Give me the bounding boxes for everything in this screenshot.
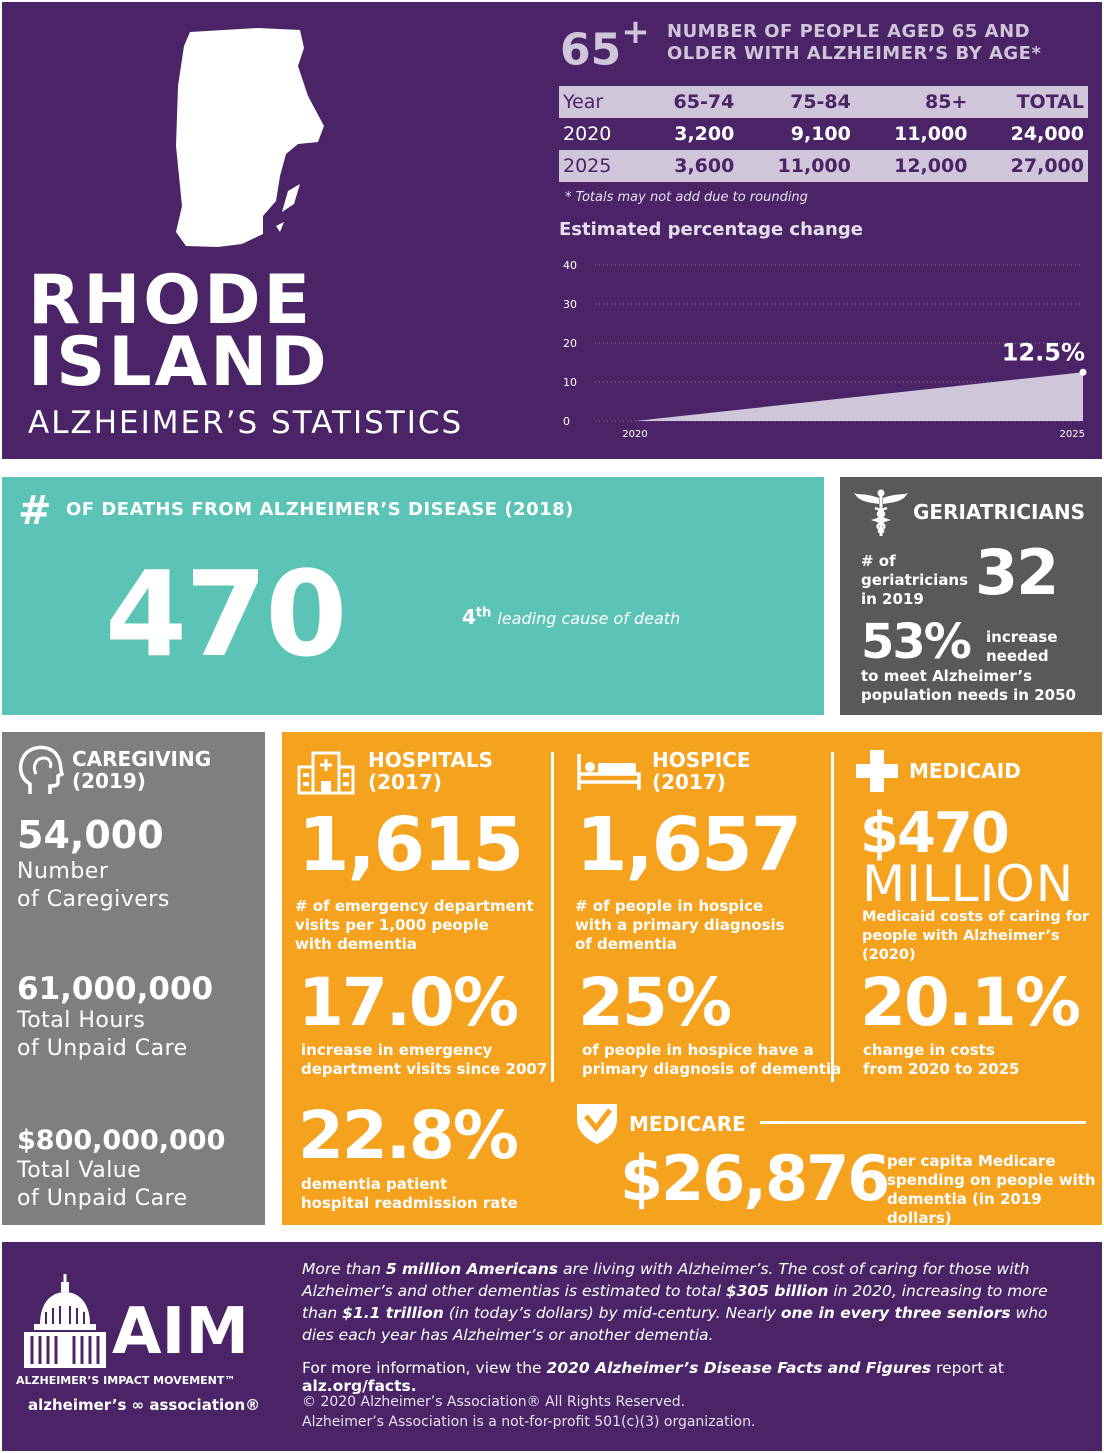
hospitals-visits-label <box>295 897 534 954</box>
hospice-title-line2: (2017) <box>652 770 726 794</box>
medicaid-change-label <box>863 1041 1020 1079</box>
hospice-dementia-label <box>582 1041 841 1079</box>
care-label-line: of Unpaid Care <box>17 1036 188 1061</box>
text: For more information, view the <box>302 1359 547 1377</box>
medicare-title: MEDICARE <box>629 1112 746 1136</box>
checkmark-shield-icon <box>574 1100 620 1146</box>
unpaid-hours-value: 61,000,000 <box>17 971 214 1007</box>
hospitals-title-line1: HOSPITALS <box>368 748 493 772</box>
table-row <box>559 118 1088 150</box>
footer-paragraph <box>302 1258 1082 1346</box>
label-line: dementia (in 2019 dollars) <box>887 1190 1042 1227</box>
label-line: # of emergency department <box>295 897 534 915</box>
medicare-label <box>887 1152 1104 1228</box>
chart-title: Estimated percentage change <box>559 219 863 240</box>
caduceus-icon <box>852 488 910 538</box>
label-line: per capita Medicare <box>887 1152 1056 1170</box>
caregivers-label <box>17 858 170 914</box>
table-header-row <box>559 86 1088 118</box>
geriatricians-title: GERIATRICIANS <box>913 500 1086 524</box>
aim-tagline: ALZHEIMER’S IMPACT MOVEMENT™ <box>16 1374 236 1387</box>
age-badge-plus: + <box>621 12 650 52</box>
label-line: primary diagnosis of dementia <box>582 1060 842 1078</box>
ger-note-line: population needs in 2050 <box>861 686 1076 704</box>
geriatricians-value: 32 <box>975 536 1058 609</box>
care-label-line: of Caregivers <box>17 887 170 912</box>
emphasis: one in every three seniors <box>780 1304 1011 1322</box>
hospice-title <box>652 749 751 793</box>
medicaid-title: MEDICAID <box>909 759 1021 783</box>
copyright-line: Alzheimer’s Association is a not-for-profit 501(c)(3) organization. <box>302 1414 756 1430</box>
medicaid-unit: MILLION <box>862 855 1075 913</box>
ger-label-line: # of <box>861 552 896 570</box>
y-tick-label: 40 <box>563 259 577 272</box>
table-cell: 9,100 <box>790 123 851 145</box>
table-header-cell: Year <box>559 86 640 118</box>
state-map-icon <box>168 26 338 248</box>
label-line: from 2020 to 2025 <box>863 1060 1020 1078</box>
label-line: hospital readmission rate <box>301 1194 518 1212</box>
page-subtitle: ALZHEIMER’S STATISTICS <box>28 405 464 441</box>
copyright <box>302 1392 755 1432</box>
medicaid-label <box>862 908 1104 965</box>
emphasis: 5 million Americans <box>385 1260 559 1278</box>
ed-increase-value: 17.0% <box>298 964 517 1041</box>
label-line: Medicaid costs of caring for <box>862 909 1090 925</box>
readmission-label <box>301 1175 518 1213</box>
caregiving-title <box>72 748 211 792</box>
deaths-title: OF DEATHS FROM ALZHEIMER’S DISEASE (2018) <box>66 499 574 520</box>
unpaid-value-value: $800,000,000 <box>17 1125 226 1156</box>
table-cell: 3,200 <box>674 123 735 145</box>
y-tick-label: 10 <box>563 376 577 389</box>
table-header-cell: TOTAL <box>971 86 1088 118</box>
geriatricians-label <box>861 552 968 609</box>
divider <box>831 752 834 1082</box>
y-tick-label: 0 <box>563 415 570 428</box>
death-rank <box>462 605 680 629</box>
state-title <box>28 261 330 402</box>
care-label-line: Total Hours <box>17 1008 146 1033</box>
rank-number: 4 <box>462 605 476 629</box>
rank-suffix: th <box>475 605 492 621</box>
state-title-line1: RHODE <box>28 261 313 340</box>
text: who dies each year has Alzheimer’s or another dementia. <box>302 1304 1048 1344</box>
aim-logo-text: AIM <box>112 1295 250 1369</box>
table-cell: 27,000 <box>971 150 1088 182</box>
copyright-line: © 2020 Alzheimer’s Association® All Rights Reserved. <box>302 1394 686 1410</box>
hash-icon: # <box>18 488 52 534</box>
label-line: spending on people with <box>887 1171 1096 1189</box>
label-line: with dementia <box>295 935 417 953</box>
medicare-value: $26,876 <box>620 1142 889 1215</box>
age-title-line2: OLDER WITH ALZHEIMER’S BY AGE* <box>667 43 1042 64</box>
hospice-people-value: 1,657 <box>576 802 801 888</box>
report-title: 2020 Alzheimer’s Disease Facts and Figures <box>546 1359 932 1377</box>
geriatricians-note <box>861 667 1076 705</box>
x-tick-label: 2025 <box>1059 429 1085 440</box>
label-line: people with Alzheimer’s (2020) <box>862 928 1060 963</box>
age-table <box>559 86 1088 182</box>
age-title-line1: NUMBER OF PEOPLE AGED 65 AND <box>667 21 1031 42</box>
ger-label-line: geriatricians <box>861 571 969 589</box>
table-cell: 11,000 <box>738 150 855 182</box>
deaths-value: 470 <box>105 545 346 683</box>
caregivers-value: 54,000 <box>17 813 164 857</box>
care-label-line: Total Value <box>17 1158 142 1183</box>
table-header-cell: 75-84 <box>738 86 855 118</box>
label-line: of people in hospice have a <box>582 1041 814 1059</box>
geriatricians-pct: 53% <box>861 614 970 670</box>
table-note: * Totals may not add due to rounding <box>565 190 808 205</box>
care-title-line1: CAREGIVING <box>72 747 212 771</box>
ger-note-line: to meet Alzheimer’s <box>861 667 1032 685</box>
emphasis: $1.1 trillion <box>342 1304 444 1322</box>
rank-text: leading cause of death <box>497 609 681 628</box>
care-label-line: of Unpaid Care <box>17 1186 188 1211</box>
label-line: visits per 1,000 people <box>295 916 489 934</box>
capitol-icon <box>22 1272 108 1370</box>
hospitals-visits-value: 1,615 <box>298 802 523 888</box>
association-logo: alzheimer’s ∞ association® <box>28 1396 261 1414</box>
area-series <box>635 372 1083 421</box>
table-cell: 2025 <box>559 150 640 182</box>
geriatricians-increase <box>986 628 1058 666</box>
divider <box>760 1121 1086 1124</box>
table-header-cell: 85+ <box>855 86 972 118</box>
label-line: of dementia <box>575 935 677 953</box>
label-line: dementia patient <box>301 1175 448 1193</box>
text: are living with Alzheimer’s. The cost of caring for those with Alzheimer’s and other dementias is estimated to total <box>302 1260 1030 1300</box>
percentage-change-chart <box>555 250 1095 445</box>
text: More than <box>302 1260 386 1278</box>
text: in 2020, increasing to more than <box>302 1282 1048 1322</box>
emphasis: $305 billion <box>725 1282 829 1300</box>
data-label: 12.5% <box>1001 338 1085 367</box>
label-line: change in costs <box>863 1041 995 1059</box>
y-tick-label: 30 <box>563 298 577 311</box>
ger-inc-line: increase <box>986 628 1058 646</box>
label-line: department visits since 2007 <box>301 1060 548 1078</box>
label-line: increase in emergency <box>301 1041 493 1059</box>
table-cell: 12,000 <box>855 150 972 182</box>
ger-inc-line: needed <box>986 647 1049 665</box>
medicaid-change-value: 20.1% <box>860 964 1079 1041</box>
unpaid-value-label <box>17 1157 188 1213</box>
care-label-line: Number <box>17 859 109 884</box>
hospitals-title <box>368 749 493 793</box>
text: (in today’s dollars) by mid-century. Nearly <box>443 1304 781 1322</box>
ger-label-line: in 2019 <box>861 590 924 608</box>
plus-cross-icon <box>856 750 898 792</box>
table-cell: 2020 <box>563 123 612 145</box>
y-tick-label: 20 <box>563 337 577 350</box>
ed-increase-label <box>301 1041 547 1079</box>
label-line: with a primary diagnosis <box>575 916 785 934</box>
table-cell: 11,000 <box>894 123 968 145</box>
head-profile-icon <box>16 744 64 796</box>
readmission-value: 22.8% <box>298 1097 517 1174</box>
age-badge <box>560 12 650 76</box>
table-row <box>559 150 1088 182</box>
state-title-line2: ISLAND <box>28 323 330 402</box>
care-title-line2: (2019) <box>72 769 146 793</box>
hospital-icon <box>297 751 355 795</box>
table-header-cell: 65-74 <box>640 86 739 118</box>
age-badge-number: 65 <box>560 24 622 76</box>
divider <box>551 752 554 1082</box>
hospice-dementia-pct: 25% <box>578 964 730 1041</box>
facts-link[interactable]: alz.org/facts. <box>302 1377 417 1395</box>
table-cell: 24,000 <box>1010 123 1084 145</box>
table-cell: 3,600 <box>640 150 739 182</box>
data-point <box>1080 369 1087 376</box>
more-info <box>302 1359 1092 1395</box>
age-table-title <box>667 21 1041 65</box>
hospice-title-line1: HOSPICE <box>652 748 751 772</box>
hospitals-title-line2: (2017) <box>368 770 442 794</box>
medicaid-value: $470 <box>860 801 1008 866</box>
hospice-people-label <box>575 897 785 954</box>
bed-icon <box>576 752 642 792</box>
label-line: # of people in hospice <box>575 897 764 915</box>
x-tick-label: 2020 <box>622 429 648 440</box>
unpaid-hours-label <box>17 1007 188 1063</box>
text: report at <box>931 1359 1004 1377</box>
